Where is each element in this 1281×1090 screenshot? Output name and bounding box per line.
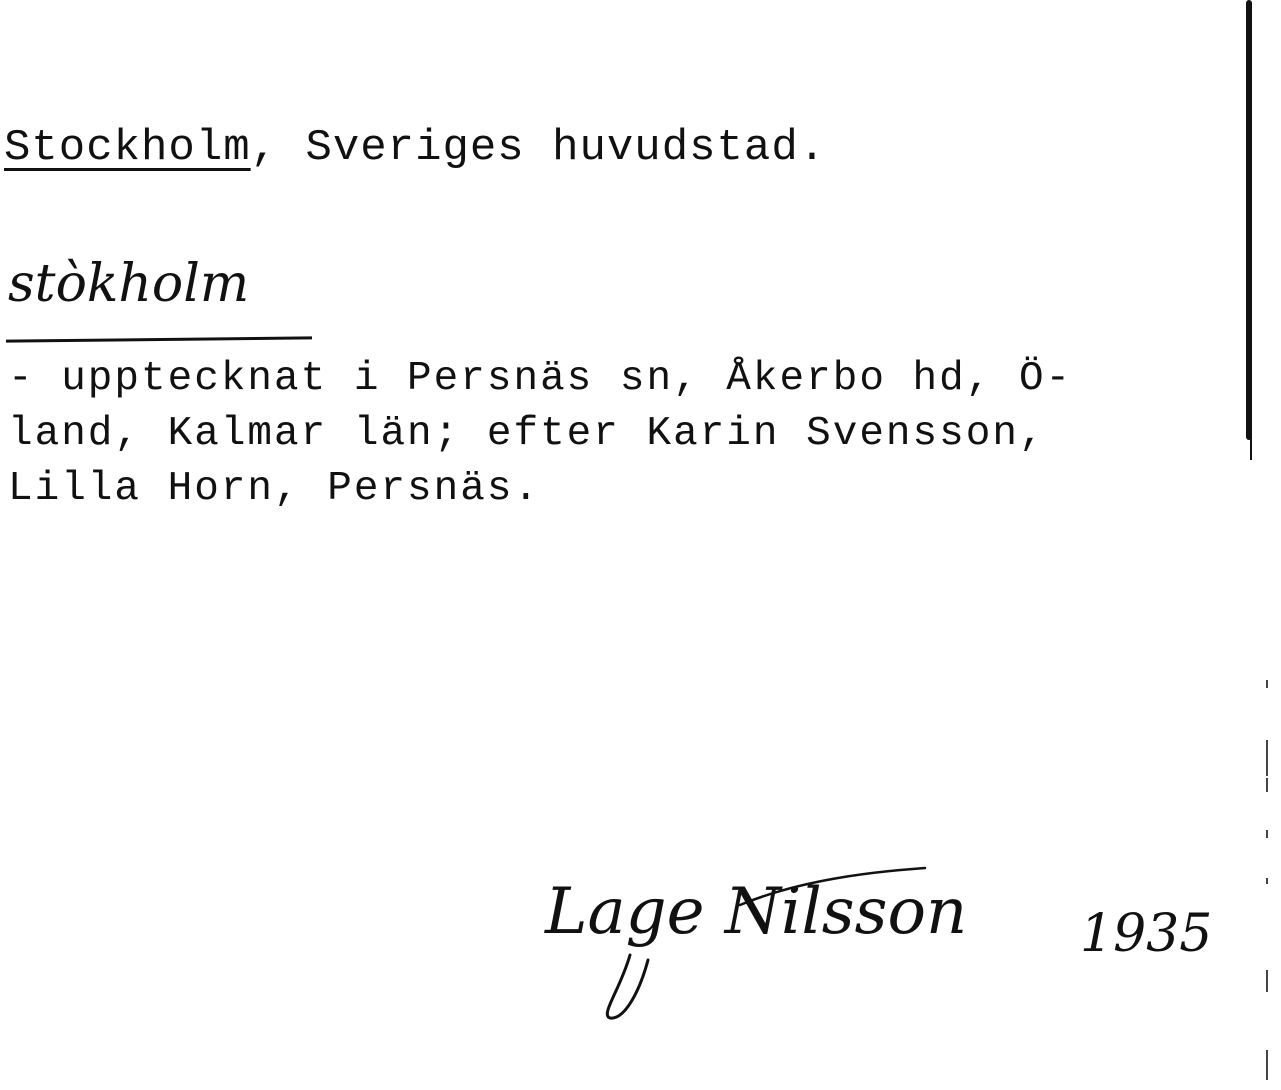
headword-line xyxy=(4,123,827,173)
headword-term: Stockholm xyxy=(4,123,251,173)
record-year: 1935 xyxy=(1080,904,1213,964)
card-edge-line-tail xyxy=(1250,430,1252,460)
card-edge-marks xyxy=(1266,670,1270,1090)
phonetic-underline xyxy=(6,336,312,342)
phonetic-transcription: stòkholm xyxy=(8,254,250,314)
collector-signature: Lage Nilsson xyxy=(545,875,968,949)
source-note-line-3: Lilla Horn, Persnäs. xyxy=(8,466,541,512)
card-edge-line xyxy=(1246,0,1252,440)
source-note-line-1: - upptecknat i Persnäs sn, Åkerbo hd, Ö- xyxy=(8,356,1073,402)
source-note xyxy=(8,352,1072,517)
headword-definition: , Sveriges huvudstad. xyxy=(250,123,827,173)
source-note-line-2: land, Kalmar län; efter Karin Svensson, xyxy=(8,411,1046,457)
